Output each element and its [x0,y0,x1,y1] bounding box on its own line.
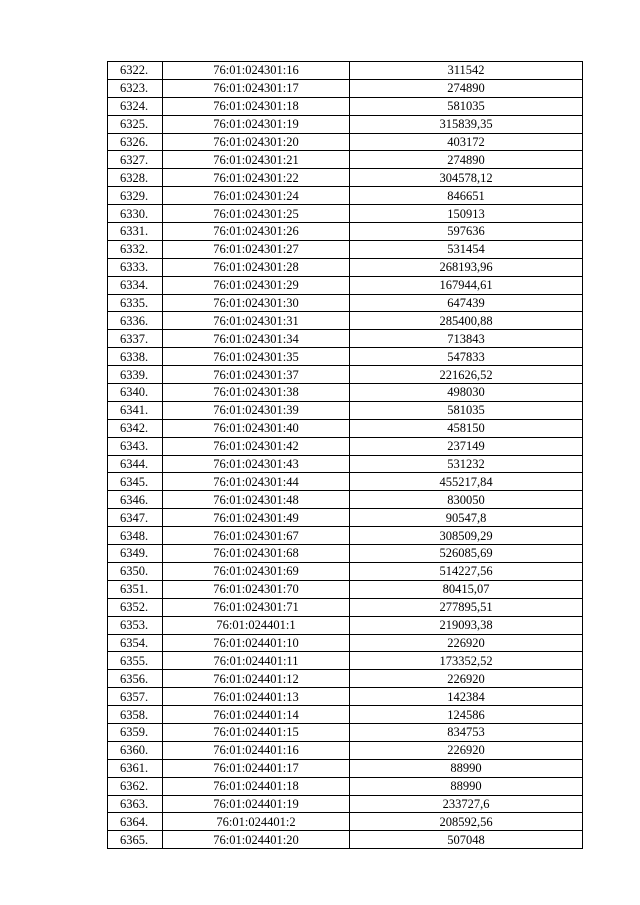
table-row [108,223,583,241]
row-number-cell: 6325. [108,115,163,133]
cadastral-number-cell: 76:01:024301:39 [163,401,350,419]
row-number-cell: 6342. [108,419,163,437]
table-row [108,545,583,563]
cadastral-value-cell: 142384 [350,688,583,706]
cadastral-value-cell: 713843 [350,330,583,348]
cadastral-value-cell: 226920 [350,670,583,688]
cadastral-number-cell: 76:01:024301:20 [163,133,350,151]
row-number-cell: 6343. [108,437,163,455]
row-number-cell: 6326. [108,133,163,151]
row-number-cell: 6363. [108,795,163,813]
table-row [108,62,583,80]
row-number-cell: 6323. [108,79,163,97]
cadastral-number-cell: 76:01:024401:13 [163,688,350,706]
table-row [108,777,583,795]
row-number-cell: 6365. [108,831,163,849]
table-row [108,205,583,223]
table-row [108,491,583,509]
table-row [108,151,583,169]
cadastral-number-cell: 76:01:024301:19 [163,115,350,133]
cadastral-value-cell: 226920 [350,634,583,652]
table-row [108,437,583,455]
row-number-cell: 6345. [108,473,163,491]
cadastral-value-cell: 285400,88 [350,312,583,330]
row-number-cell: 6328. [108,169,163,187]
cadastral-number-cell: 76:01:024301:37 [163,366,350,384]
cadastral-number-cell: 76:01:024301:31 [163,312,350,330]
table-row [108,670,583,688]
row-number-cell: 6355. [108,652,163,670]
cadastral-value-cell: 274890 [350,79,583,97]
cadastral-number-cell: 76:01:024301:34 [163,330,350,348]
table-row [108,616,583,634]
row-number-cell: 6327. [108,151,163,169]
cadastral-number-cell: 76:01:024401:15 [163,723,350,741]
table-row [108,634,583,652]
row-number-cell: 6332. [108,240,163,258]
cadastral-number-cell: 76:01:024301:44 [163,473,350,491]
table-row [108,384,583,402]
cadastral-value-cell: 268193,96 [350,258,583,276]
cadastral-number-cell: 76:01:024401:20 [163,831,350,849]
cadastral-value-cell: 581035 [350,401,583,419]
row-number-cell: 6352. [108,598,163,616]
cadastral-number-cell: 76:01:024301:38 [163,384,350,402]
cadastral-value-cell: 308509,29 [350,527,583,545]
row-number-cell: 6344. [108,455,163,473]
cadastral-value-cell: 647439 [350,294,583,312]
row-number-cell: 6337. [108,330,163,348]
cadastral-value-cell: 311542 [350,62,583,80]
table-row [108,276,583,294]
cadastral-value-cell: 173352,52 [350,652,583,670]
cadastral-number-cell: 76:01:024401:17 [163,759,350,777]
cadastral-value-cell: 834753 [350,723,583,741]
cadastral-number-cell: 76:01:024301:27 [163,240,350,258]
cadastral-value-cell: 208592,56 [350,813,583,831]
row-number-cell: 6357. [108,688,163,706]
cadastral-number-cell: 76:01:024301:70 [163,580,350,598]
cadastral-number-cell: 76:01:024301:43 [163,455,350,473]
table-row [108,366,583,384]
row-number-cell: 6339. [108,366,163,384]
cadastral-value-cell: 90547,8 [350,509,583,527]
cadastral-number-cell: 76:01:024301:69 [163,562,350,580]
cadastral-number-cell: 76:01:024401:14 [163,706,350,724]
cadastral-number-cell: 76:01:024301:25 [163,205,350,223]
row-number-cell: 6362. [108,777,163,795]
table-row [108,795,583,813]
cadastral-number-cell: 76:01:024301:67 [163,527,350,545]
table-row [108,240,583,258]
row-number-cell: 6335. [108,294,163,312]
cadastral-value-cell: 167944,61 [350,276,583,294]
cadastral-value-cell: 514227,56 [350,562,583,580]
table-row [108,348,583,366]
cadastral-number-cell: 76:01:024401:18 [163,777,350,795]
cadastral-number-cell: 76:01:024401:16 [163,741,350,759]
cadastral-value-cell: 233727,6 [350,795,583,813]
cadastral-value-cell: 507048 [350,831,583,849]
table-row [108,741,583,759]
table-row [108,813,583,831]
cadastral-value-cell: 597636 [350,223,583,241]
cadastral-number-cell: 76:01:024301:21 [163,151,350,169]
cadastral-value-cell: 274890 [350,151,583,169]
table-row [108,455,583,473]
cadastral-value-cell: 846651 [350,187,583,205]
cadastral-value-cell: 226920 [350,741,583,759]
row-number-cell: 6354. [108,634,163,652]
cadastral-value-cell: 581035 [350,97,583,115]
table-row [108,759,583,777]
row-number-cell: 6364. [108,813,163,831]
cadastral-value-cell: 277895,51 [350,598,583,616]
cadastral-value-cell: 455217,84 [350,473,583,491]
row-number-cell: 6322. [108,62,163,80]
row-number-cell: 6359. [108,723,163,741]
cadastral-value-cell: 150913 [350,205,583,223]
cadastral-number-cell: 76:01:024301:28 [163,258,350,276]
table-row [108,831,583,849]
cadastral-value-cell: 80415,07 [350,580,583,598]
cadastral-value-cell: 304578,12 [350,169,583,187]
cadastral-value-cell: 315839,35 [350,115,583,133]
table-row [108,706,583,724]
cadastral-value-cell: 124586 [350,706,583,724]
table-row [108,688,583,706]
cadastral-value-cell: 547833 [350,348,583,366]
cadastral-value-cell: 498030 [350,384,583,402]
table-row [108,473,583,491]
row-number-cell: 6330. [108,205,163,223]
row-number-cell: 6353. [108,616,163,634]
row-number-cell: 6334. [108,276,163,294]
cadastral-value-cell: 403172 [350,133,583,151]
row-number-cell: 6361. [108,759,163,777]
cadastral-number-cell: 76:01:024301:68 [163,545,350,563]
cadastral-number-cell: 76:01:024401:10 [163,634,350,652]
row-number-cell: 6333. [108,258,163,276]
cadastral-number-cell: 76:01:024401:12 [163,670,350,688]
table-row [108,115,583,133]
row-number-cell: 6324. [108,97,163,115]
table-row [108,652,583,670]
row-number-cell: 6336. [108,312,163,330]
row-number-cell: 6340. [108,384,163,402]
table-row [108,169,583,187]
cadastral-number-cell: 76:01:024301:71 [163,598,350,616]
cadastral-value-cell: 830050 [350,491,583,509]
row-number-cell: 6350. [108,562,163,580]
row-number-cell: 6347. [108,509,163,527]
cadastral-number-cell: 76:01:024301:42 [163,437,350,455]
table-row [108,133,583,151]
cadastral-value-cell: 221626,52 [350,366,583,384]
table-row [108,562,583,580]
cadastral-value-cell: 219093,38 [350,616,583,634]
cadastral-number-cell: 76:01:024401:19 [163,795,350,813]
cadastral-value-table [107,61,583,849]
table-row [108,79,583,97]
table-row [108,419,583,437]
cadastral-number-cell: 76:01:024301:48 [163,491,350,509]
table-row [108,258,583,276]
cadastral-value-cell: 531454 [350,240,583,258]
row-number-cell: 6348. [108,527,163,545]
table-row [108,527,583,545]
row-number-cell: 6351. [108,580,163,598]
cadastral-number-cell: 76:01:024301:40 [163,419,350,437]
cadastral-value-cell: 526085,69 [350,545,583,563]
cadastral-number-cell: 76:01:024301:49 [163,509,350,527]
table-body [108,62,583,849]
row-number-cell: 6356. [108,670,163,688]
table-row [108,580,583,598]
table-row [108,97,583,115]
cadastral-number-cell: 76:01:024401:1 [163,616,350,634]
table-row [108,598,583,616]
cadastral-number-cell: 76:01:024301:18 [163,97,350,115]
cadastral-number-cell: 76:01:024401:11 [163,652,350,670]
cadastral-number-cell: 76:01:024301:17 [163,79,350,97]
cadastral-number-cell: 76:01:024301:30 [163,294,350,312]
cadastral-value-cell: 88990 [350,777,583,795]
cadastral-number-cell: 76:01:024301:26 [163,223,350,241]
row-number-cell: 6358. [108,706,163,724]
cadastral-number-cell: 76:01:024301:22 [163,169,350,187]
cadastral-number-cell: 76:01:024401:2 [163,813,350,831]
table-row [108,723,583,741]
cadastral-value-cell: 531232 [350,455,583,473]
row-number-cell: 6341. [108,401,163,419]
table-row [108,509,583,527]
cadastral-value-cell: 458150 [350,419,583,437]
cadastral-value-cell: 237149 [350,437,583,455]
cadastral-number-cell: 76:01:024301:35 [163,348,350,366]
row-number-cell: 6360. [108,741,163,759]
table-row [108,330,583,348]
cadastral-number-cell: 76:01:024301:29 [163,276,350,294]
cadastral-number-cell: 76:01:024301:24 [163,187,350,205]
table-row [108,312,583,330]
cadastral-value-cell: 88990 [350,759,583,777]
row-number-cell: 6338. [108,348,163,366]
table-row [108,401,583,419]
row-number-cell: 6346. [108,491,163,509]
table-row [108,187,583,205]
row-number-cell: 6331. [108,223,163,241]
row-number-cell: 6349. [108,545,163,563]
cadastral-number-cell: 76:01:024301:16 [163,62,350,80]
table-row [108,294,583,312]
row-number-cell: 6329. [108,187,163,205]
